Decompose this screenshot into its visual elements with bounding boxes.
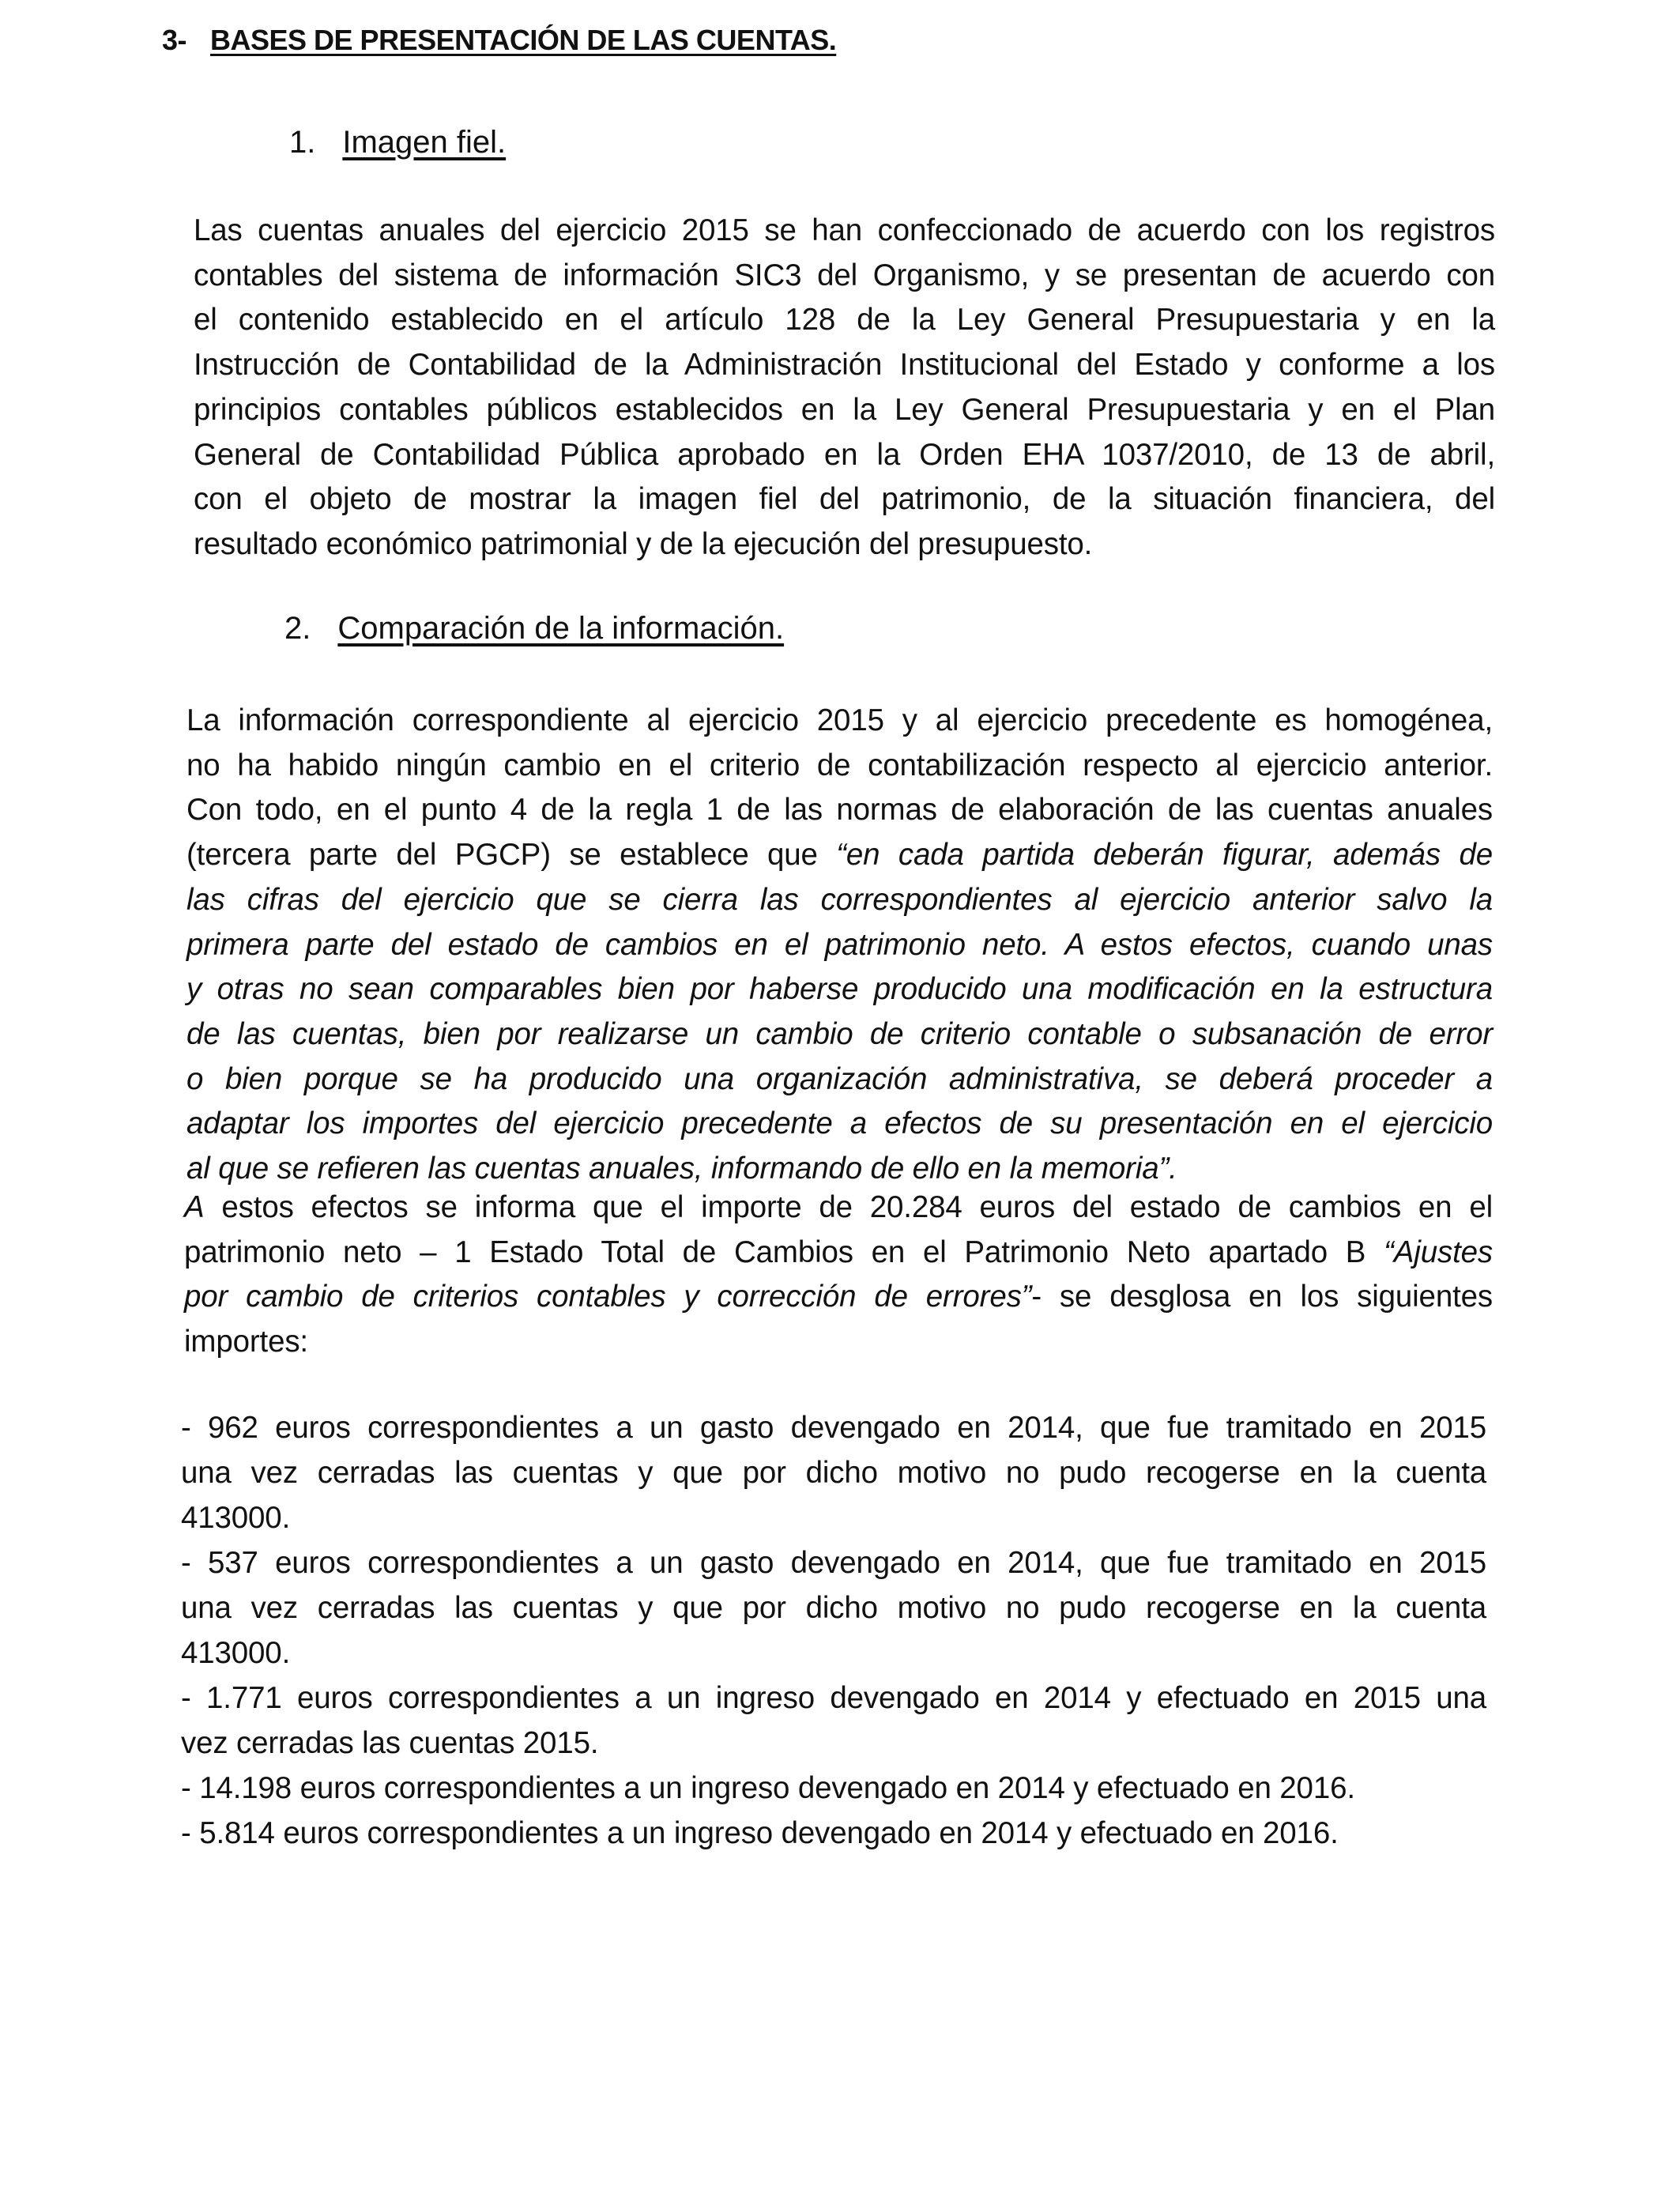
para3-line-normal: - se desglosa en los siguientes: [1031, 1280, 1493, 1314]
list-item: - 5.814 euros correspondientes a un ingreso devengado en 2014 y efectuado en 2016.: [181, 1816, 1339, 1850]
para2-line: no ha habido ningún cambio en el criterio de contabilización respecto al ejercicio anterior.: [186, 748, 1493, 782]
subsection-2-number: 2.: [284, 611, 311, 646]
paragraph-comparacion: [186, 699, 1493, 1192]
section-number: 3-: [162, 24, 187, 56]
para3-line: [184, 1275, 1493, 1320]
subsection-1-heading: [289, 125, 506, 160]
paragraph-imagen-fiel: [194, 209, 1495, 567]
para3-line-normal: estos efectos se informa que el importe de 20.284 euros del estado de cambios en el: [204, 1190, 1493, 1224]
quote-start: “en cada partida deberán figurar, además de: [836, 838, 1493, 873]
quote-line: o bien porque se ha producido una organización administrativa, se deberá proceder a: [186, 1061, 1493, 1096]
list-item: 413000.: [181, 1636, 291, 1670]
list-item: una vez cerradas las cuentas y que por dicho motivo no pudo recogerse en la cuenta: [181, 1456, 1486, 1490]
list-item: una vez cerradas las cuentas y que por dicho motivo no pudo recogerse en la cuenta: [181, 1591, 1486, 1625]
para2-line-normal: (tercera parte del PGCP) se establece que: [186, 838, 837, 873]
para2-line: La información correspondiente al ejercicio 2015 y al ejercicio precedente es homogénea,: [186, 703, 1493, 737]
para1-line: contables del sistema de información SIC3 del Organismo, y se presentan de acuerdo con: [194, 258, 1495, 292]
para1-line: Instrucción de Contabilidad de la Administración Institucional del Estado y conforme a los: [194, 348, 1495, 383]
subsection-2-heading: [284, 611, 784, 647]
para1-line: el contenido establecido en el artículo 128 de la Ley General Presupuestaria y en la: [194, 303, 1495, 337]
list-item: - 1.771 euros correspondientes a un ingreso devengado en 2014 y efectuado en 2015 una: [181, 1681, 1486, 1715]
quote-line: de las cuentas, bien por realizarse un cambio de criterio contable o subsanación de error: [186, 1016, 1493, 1051]
para1-line: General de Contabilidad Pública aprobado en la Orden EHA 1037/2010, de 13 de abril,: [194, 437, 1495, 472]
para1-line: con el objeto de mostrar la imagen fiel del patrimonio, de la situación financiera, del: [194, 482, 1495, 517]
para3-line: [184, 1186, 1493, 1231]
para2-line: [186, 833, 1493, 878]
quote-line: las cifras del ejercicio que se cierra las correspondientes al ejercicio anterior salvo la: [186, 882, 1493, 917]
para3-line: importes:: [184, 1325, 308, 1359]
list-item: - 537 euros correspondientes a un gasto devengado en 2014, que fue tramitado en 2015: [181, 1546, 1486, 1580]
para3-quote-start: “Ajustes: [1384, 1235, 1493, 1269]
paragraph-ajustes: [184, 1186, 1493, 1365]
quote-line: primera parte del estado de cambios en el patrimonio neto. A estos efectos, cuando unas: [186, 927, 1493, 962]
para3-line-normal: patrimonio neto – 1 Estado Total de Cambios en el Patrimonio Neto apartado B: [184, 1235, 1384, 1269]
quote-line: y otras no sean comparables bien por haberse producido una modificación en la estructura: [186, 972, 1493, 1007]
amounts-list: [181, 1405, 1486, 1856]
subsection-1-title: Imagen fiel.: [342, 125, 507, 160]
para3-quote-end: por cambio de criterios contables y corrección de errores”: [184, 1280, 1032, 1314]
quote-line: adaptar los importes del ejercicio precedente a efectos de su presentación en el ejercicio: [186, 1106, 1493, 1141]
para1-line: principios contables públicos establecidos en la Ley General Presupuestaria y en el Plan: [194, 392, 1495, 427]
list-item: vez cerradas las cuentas 2015.: [181, 1726, 599, 1760]
section-title: BASES DE PRESENTACIÓN DE LAS CUENTAS.: [210, 24, 837, 56]
subsection-2-title: Comparación de la información.: [337, 611, 785, 646]
para1-line: Las cuentas anuales del ejercicio 2015 se han confeccionado de acuerdo con los registros: [194, 213, 1495, 247]
para3-italic-a: A: [184, 1190, 205, 1224]
para1-line: resultado económico patrimonial y de la ejecución del presupuesto.: [194, 526, 1093, 561]
quote-line: al que se refieren las cuentas anuales, informando de ello en la memoria”.: [186, 1152, 1177, 1186]
para2-line: Con todo, en el punto 4 de la regla 1 de las normas de elaboración de las cuentas anuales: [186, 793, 1493, 827]
para3-line: [184, 1231, 1493, 1276]
section-heading: [162, 24, 836, 57]
list-item: - 14.198 euros correspondientes a un ingreso devengado en 2014 y efectuado en 2016.: [181, 1771, 1355, 1805]
list-item: 413000.: [181, 1501, 291, 1535]
subsection-1-number: 1.: [289, 125, 316, 160]
list-item: - 962 euros correspondientes a un gasto devengado en 2014, que fue tramitado en 2015: [181, 1411, 1486, 1445]
